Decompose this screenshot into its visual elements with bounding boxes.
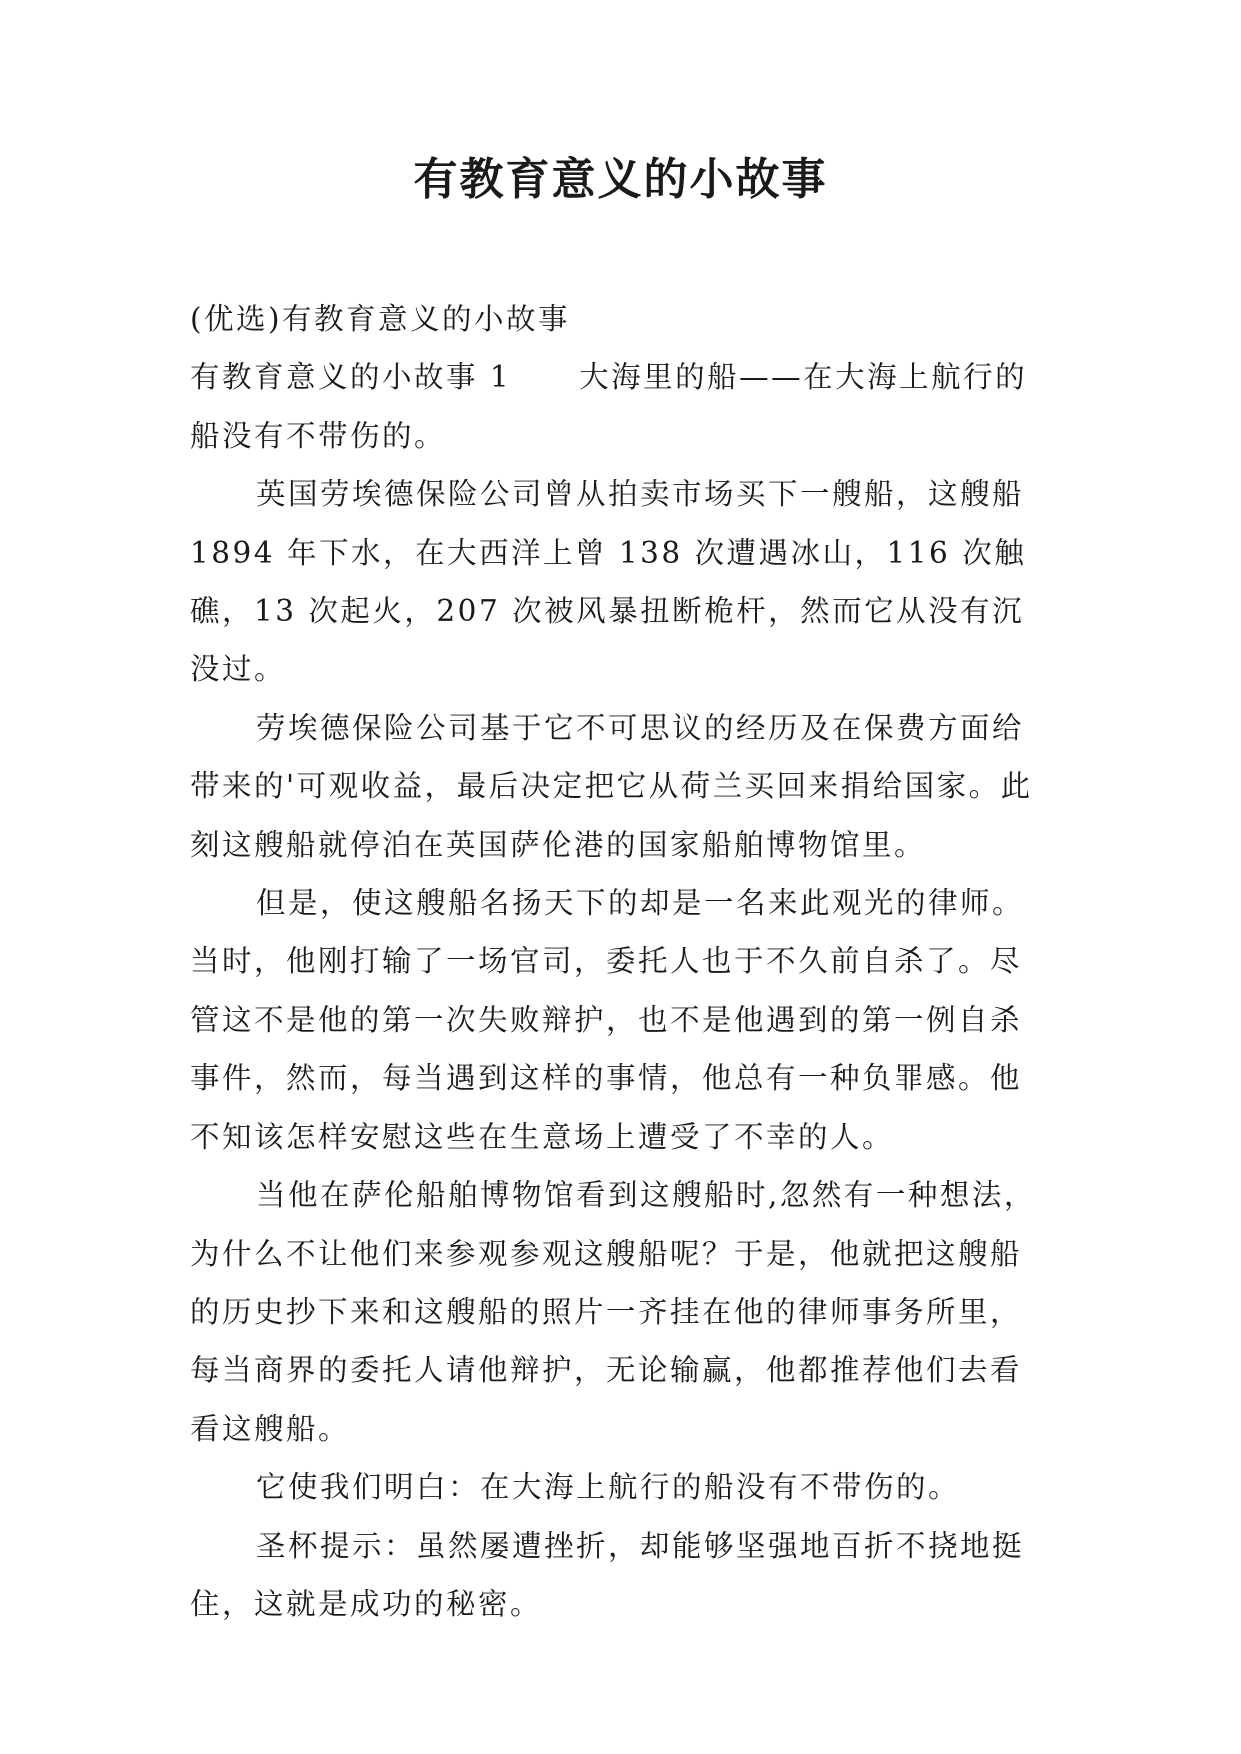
paragraph-3: 但是，使这艘船名扬天下的却是一名来此观光的律师。当时，他刚打输了一场官司，委托人也于不久前自杀了。尽管这不是他的第一次失败辩护，也不是他遇到的第一例自杀事件，然而，每当遇到这样的事情，他总有一种负罪感。他不知该怎样安慰这些在生意场上遭受了不幸的人。 [190, 886, 1025, 1154]
story-intro: 大海里的船——在大海上航行的船没有不带伤的。 [190, 360, 1028, 453]
document-title: 有教育意义的小故事 [413, 154, 828, 205]
paragraph-5: 它使我们明白：在大海上航行的船没有不带伤的。 [256, 1470, 961, 1505]
document-body [190, 290, 1052, 1633]
paragraph-6: 圣杯提示：虽然屡遭挫折，却能够坚强地百折不挠地挺住，这就是成功的秘密。 [190, 1528, 1025, 1621]
paragraph-2: 劳埃德保险公司基于它不可思议的经历及在保费方面给带来的'可观收益，最后决定把它从荷兰买回来捐给国家。此刻这艘船就停泊在英国萨伦港的国家船舶博物馆里。 [190, 710, 1033, 862]
subtitle-line: (优选)有教育意义的小故事 [190, 302, 571, 336]
story-heading: 有教育意义的小故事 1 [190, 360, 512, 395]
paragraph-4: 当他在萨伦船舶博物馆看到这艘船时,忽然有一种想法，为什么不让他们来参观参观这艘船呢？于是，他就把这艘船的历史抄下来和这艘船的照片一齐挂在他的律师事务所里，每当商界的委托人请他辩护，无论输赢，他都推荐他们去看看这艘船。 [190, 1178, 1036, 1446]
paragraph-1: 英国劳埃德保险公司曾从拍卖市场买下一艘船，这艘船1894 年下水，在大西洋上曾 138 次遭遇冰山，116 次触礁，13 次起火，207 次被风暴扭断桅杆，然而它从没有沉没过。 [190, 477, 1027, 687]
story-heading-line [190, 348, 1052, 465]
